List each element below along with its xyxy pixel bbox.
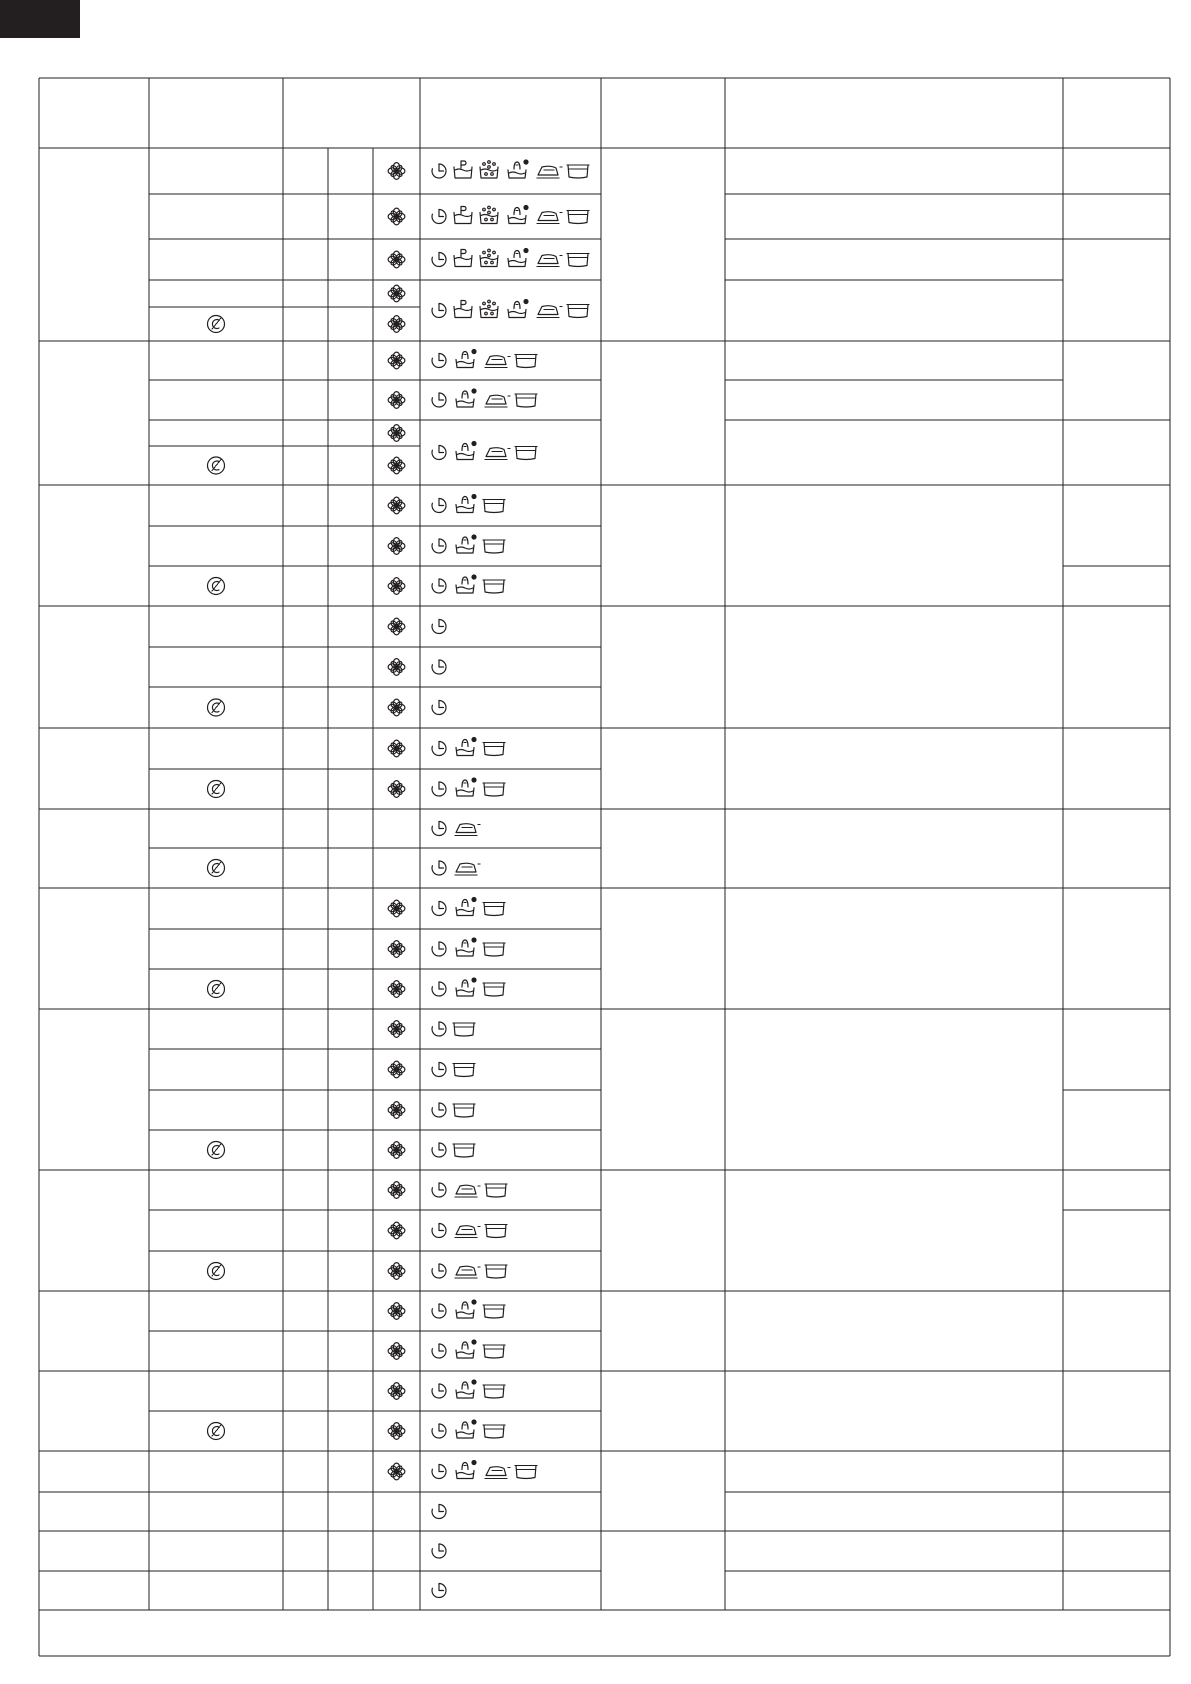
extra-rinse-icon [456, 977, 477, 996]
extra-rinse-icon [456, 777, 477, 796]
fan-icon [388, 392, 405, 409]
half-load-icon [483, 500, 505, 513]
no-prewash-icon [208, 457, 225, 474]
half-load-icon [483, 1345, 505, 1358]
timer-icon [432, 660, 446, 674]
extra-rinse-icon [456, 388, 477, 407]
prewash-icon [454, 207, 472, 224]
timer-icon [432, 1584, 446, 1598]
easy-iron-icon [537, 306, 562, 318]
half-load-icon [453, 1023, 475, 1036]
easy-iron-icon [455, 824, 480, 836]
intensive-wash-icon [480, 161, 498, 178]
timer-icon [432, 1505, 446, 1519]
half-load-icon [483, 1425, 505, 1438]
half-load-icon [567, 165, 589, 178]
half-load-icon [515, 394, 537, 407]
fan-icon [388, 1102, 405, 1119]
half-load-icon [515, 1466, 537, 1479]
fan-icon [388, 316, 405, 333]
half-load-icon [567, 305, 589, 318]
half-load-icon [483, 943, 505, 956]
extra-rinse-icon [456, 1379, 477, 1398]
timer-icon [432, 742, 446, 756]
timer-icon [432, 701, 446, 715]
extra-rinse-icon [508, 248, 529, 267]
timer-icon [432, 1384, 446, 1398]
no-prewash-icon [208, 860, 225, 877]
fan-icon [388, 1222, 405, 1239]
extra-rinse-icon [456, 441, 477, 460]
fan-icon [388, 285, 405, 302]
fan-icon [388, 618, 405, 635]
half-load-icon [453, 1104, 475, 1117]
half-load-icon [483, 903, 505, 916]
half-load-icon [453, 1064, 475, 1077]
half-load-icon [483, 983, 505, 996]
timer-icon [432, 252, 446, 266]
fan-icon [388, 497, 405, 514]
timer-icon [432, 1344, 446, 1358]
timer-icon [432, 942, 446, 956]
timer-icon [432, 1022, 446, 1036]
fan-icon [388, 1423, 405, 1440]
fan-icon [388, 1021, 405, 1038]
half-load-icon [567, 254, 589, 267]
fan-icon [388, 1182, 405, 1199]
timer-icon [432, 1143, 446, 1157]
extra-rinse-icon [456, 1460, 477, 1479]
timer-icon [432, 354, 446, 368]
extra-rinse-icon [456, 1339, 477, 1358]
fan-icon [388, 981, 405, 998]
half-load-icon [485, 1225, 507, 1238]
fan-icon [388, 251, 405, 268]
extra-rinse-icon [508, 159, 529, 178]
half-load-icon [485, 1184, 507, 1197]
timer-icon [432, 902, 446, 916]
extra-rinse-icon [456, 737, 477, 756]
half-load-icon [483, 580, 505, 593]
intensive-wash-icon [480, 249, 498, 266]
timer-icon [432, 539, 446, 553]
intensive-wash-icon [480, 300, 498, 317]
fan-icon [388, 578, 405, 595]
timer-icon [432, 1224, 446, 1238]
easy-iron-icon [485, 395, 510, 407]
extra-rinse-icon [456, 1419, 477, 1438]
fan-icon [388, 1463, 405, 1480]
half-load-icon [485, 1265, 507, 1278]
timer-icon [432, 499, 446, 513]
no-prewash-icon [208, 781, 225, 798]
timer-icon [432, 209, 446, 223]
timer-icon [432, 1183, 446, 1197]
no-prewash-icon [208, 1142, 225, 1159]
fan-icon [388, 900, 405, 917]
timer-icon [432, 822, 446, 836]
prewash-icon [454, 161, 472, 178]
extra-rinse-icon [456, 937, 477, 956]
prewash-icon [454, 250, 472, 267]
extra-rinse-icon [508, 299, 529, 318]
timer-icon [432, 164, 446, 178]
half-load-icon [483, 1385, 505, 1398]
no-prewash-icon [208, 699, 225, 716]
timer-icon [432, 1063, 446, 1077]
fan-icon [388, 781, 405, 798]
fan-icon [388, 699, 405, 716]
easy-iron-icon [537, 212, 562, 224]
timer-icon [432, 446, 446, 460]
fan-icon [388, 425, 405, 442]
timer-icon [432, 304, 446, 318]
timer-icon [432, 1465, 446, 1479]
timer-icon [432, 1544, 446, 1558]
fan-icon [388, 1142, 405, 1159]
no-prewash-icon [208, 1263, 225, 1280]
half-load-icon [453, 1144, 475, 1157]
half-load-icon [483, 1305, 505, 1318]
timer-icon [432, 1424, 446, 1438]
timer-icon [432, 1264, 446, 1278]
easy-iron-icon [537, 166, 562, 178]
easy-iron-icon [485, 448, 510, 460]
fan-icon [388, 457, 405, 474]
half-load-icon [515, 447, 537, 460]
extra-rinse-icon [456, 349, 477, 368]
timer-icon [432, 1103, 446, 1117]
fan-icon [388, 352, 405, 369]
fan-icon [388, 659, 405, 676]
fan-icon [388, 1383, 405, 1400]
fan-icon [388, 1263, 405, 1280]
fan-icon [388, 208, 405, 225]
timer-icon [432, 982, 446, 996]
timer-icon [432, 393, 446, 407]
timer-icon [432, 1304, 446, 1318]
extra-rinse-icon [456, 574, 477, 593]
timer-icon [432, 861, 446, 875]
fan-icon [388, 1303, 405, 1320]
prewash-icon [454, 301, 472, 318]
half-load-icon [483, 743, 505, 756]
fan-icon [388, 1061, 405, 1078]
extra-rinse-icon [456, 494, 477, 513]
easy-iron-icon [455, 863, 480, 875]
easy-iron-icon [455, 1226, 480, 1238]
intensive-wash-icon [480, 206, 498, 223]
extra-rinse-icon [456, 897, 477, 916]
timer-icon [432, 579, 446, 593]
fan-icon [388, 538, 405, 555]
extra-rinse-icon [456, 1299, 477, 1318]
timer-icon [432, 782, 446, 796]
half-load-icon [567, 211, 589, 224]
timer-icon [432, 620, 446, 634]
easy-iron-icon [485, 356, 510, 368]
fan-icon [388, 1343, 405, 1360]
no-prewash-icon [208, 981, 225, 998]
no-prewash-icon [208, 578, 225, 595]
fan-icon [388, 941, 405, 958]
easy-iron-icon [455, 1185, 480, 1197]
half-load-icon [483, 540, 505, 553]
extra-rinse-icon [508, 205, 529, 224]
extra-rinse-icon [456, 534, 477, 553]
fan-icon [388, 163, 405, 180]
no-prewash-icon [208, 1423, 225, 1440]
no-prewash-icon [208, 316, 225, 333]
half-load-icon [515, 355, 537, 368]
fan-icon [388, 740, 405, 757]
easy-iron-icon [537, 255, 562, 267]
easy-iron-icon [455, 1266, 480, 1278]
easy-iron-icon [485, 1467, 510, 1479]
half-load-icon [483, 783, 505, 796]
